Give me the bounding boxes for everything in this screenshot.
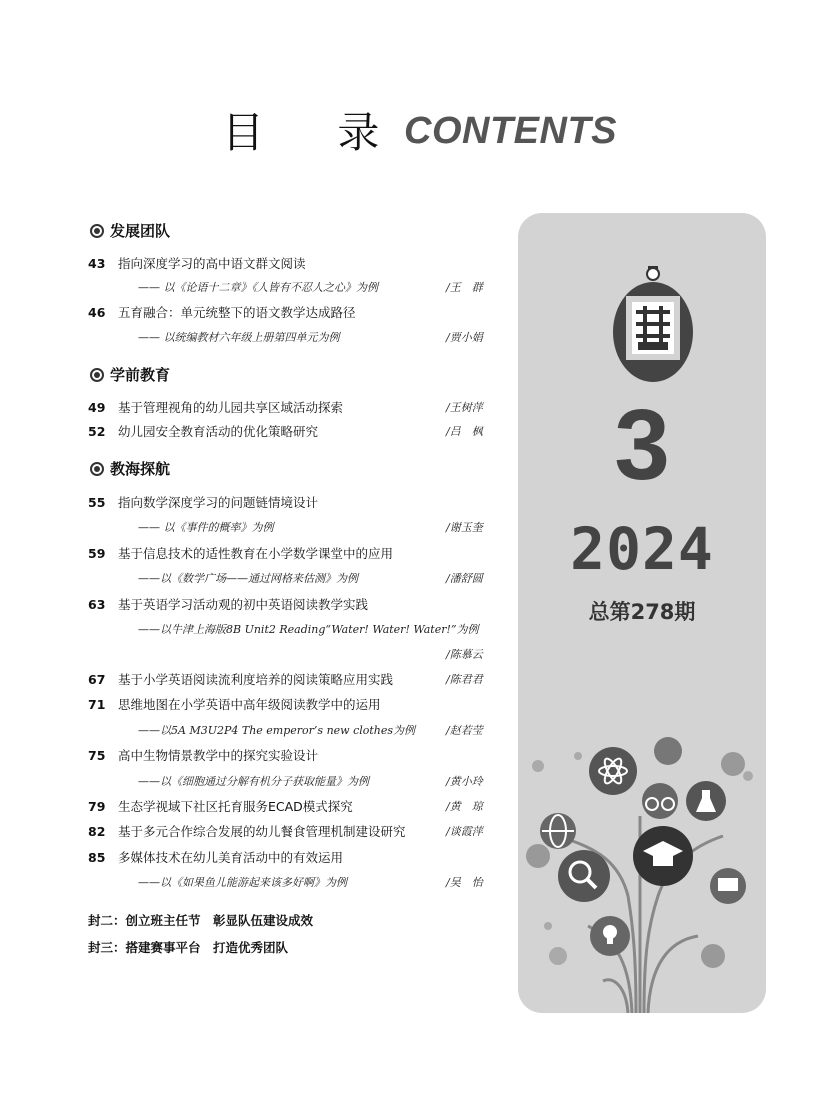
- page-number: 46: [88, 305, 106, 320]
- page-number: 85: [88, 850, 106, 865]
- article-author: /谢玉奎: [446, 521, 483, 534]
- toc-entry[interactable]: [88, 670, 393, 688]
- knowledge-tree-icon: [518, 726, 766, 1013]
- toc-entry[interactable]: [88, 254, 306, 272]
- article-subtitle: —— 以《论语十二章》《人皆有不忍人之心》为例: [138, 281, 378, 294]
- issue-total: 总第278期: [588, 600, 696, 624]
- article-author: /谈霞萍: [446, 825, 483, 838]
- article-title: 五育融合：单元统整下的语文教学达成路径: [117, 305, 356, 320]
- section-bullet-icon: [90, 462, 104, 476]
- section-heading: [90, 458, 170, 479]
- monitor-icon: [710, 868, 746, 904]
- cover-label: 封三：: [88, 940, 126, 955]
- magnifier-icon: [558, 850, 610, 902]
- toc-entry[interactable]: [88, 822, 406, 840]
- toc-entry[interactable]: [88, 746, 318, 764]
- page-number: 71: [88, 697, 106, 712]
- article-title: 指向数学深度学习的问题链情境设计: [117, 495, 318, 510]
- flask-icon: [686, 781, 726, 821]
- toc-entry[interactable]: [88, 422, 318, 440]
- article-author: /王树萍: [446, 401, 483, 414]
- article-subtitle: —— 以统编教材六年级上册第四单元为例: [138, 331, 340, 344]
- article-title: 思维地图在小学英语中高年级阅读教学中的运用: [117, 697, 381, 712]
- toc-entry[interactable]: [88, 493, 318, 511]
- toc-entry[interactable]: [88, 797, 353, 815]
- page-number: 79: [88, 799, 106, 814]
- article-author: /陈慕云: [446, 648, 483, 661]
- page-number: 75: [88, 748, 106, 763]
- page-title-english: CONTENTS: [404, 110, 617, 152]
- article-subtitle: ——以《数学广场——通过网格来估测》为例: [138, 572, 358, 585]
- bicycle-icon: [642, 783, 678, 819]
- article-title: 生态学视域下社区托育服务ECAD模式探究: [117, 799, 353, 814]
- page-title-chinese: 目 录: [222, 108, 410, 157]
- globe-icon: [540, 813, 576, 849]
- journal-logo-icon: [612, 266, 694, 384]
- page-number: 49: [88, 400, 106, 415]
- graduation-cap-icon: [633, 826, 693, 886]
- section-bullet-icon: [90, 368, 104, 382]
- inside-cover-note: [88, 911, 313, 929]
- toc-entry[interactable]: [88, 544, 393, 562]
- section-heading: [90, 364, 170, 385]
- toc-entry[interactable]: [88, 303, 356, 321]
- toc-entry[interactable]: [88, 695, 381, 713]
- atom-icon: [589, 747, 637, 795]
- article-title: 基于信息技术的适性教育在小学数学课堂中的应用: [117, 546, 393, 561]
- article-subtitle: —— 以《事件的概率》为例: [138, 521, 274, 534]
- article-author: /黄 琼: [446, 800, 483, 813]
- section-title: 学前教育: [110, 366, 171, 384]
- article-author: /吴 怡: [446, 876, 483, 889]
- page-number: 43: [88, 256, 106, 271]
- section-heading: [90, 220, 170, 241]
- article-author: /吕 枫: [446, 425, 483, 438]
- toc-entry[interactable]: [88, 595, 368, 613]
- article-title: 基于管理视角的幼儿园共享区域活动探索: [117, 400, 343, 415]
- article-title: 指向深度学习的高中语文群文阅读: [117, 256, 306, 271]
- section-title: 发展团队: [110, 222, 171, 240]
- page-number: 55: [88, 495, 106, 510]
- article-title: 多媒体技术在幼儿美育活动中的有效运用: [117, 850, 343, 865]
- article-author: /黄小玲: [446, 775, 483, 788]
- lightbulb-icon: [590, 916, 630, 956]
- inside-cover-note: [88, 938, 288, 956]
- page-number: 59: [88, 546, 106, 561]
- article-title: 基于多元合作综合发展的幼儿餐食管理机制建设研究: [117, 824, 406, 839]
- cover-text: 创立班主任节 彰显队伍建设成效: [125, 913, 314, 928]
- article-subtitle: ——以牛津上海版8B Unit2 Reading“Water! Water! Water!”为例: [138, 623, 479, 636]
- article-subtitle: ——以5A M3U2P4 The emperor’s new clothes为例: [138, 724, 416, 737]
- cover-text: 搭建赛事平台 打造优秀团队: [125, 940, 289, 955]
- article-title: 高中生物情景教学中的探究实验设计: [117, 748, 318, 763]
- article-title: 幼儿园安全教育活动的优化策略研究: [117, 424, 318, 439]
- toc-entry[interactable]: [88, 848, 343, 866]
- article-author: /贾小娟: [446, 331, 483, 344]
- page-number: 63: [88, 597, 106, 612]
- article-subtitle: ——以《如果鱼儿能游起来该多好啊》为例: [138, 876, 347, 889]
- page-number: 82: [88, 824, 106, 839]
- article-author: /赵若莹: [446, 724, 483, 737]
- article-author: /潘舒圆: [446, 572, 483, 585]
- article-title: 基于英语学习活动观的初中英语阅读教学实践: [117, 597, 368, 612]
- article-title: 基于小学英语阅读流利度培养的阅读策略应用实践: [117, 672, 393, 687]
- article-author: /王 群: [446, 281, 483, 294]
- issue-year: 2024: [570, 515, 714, 583]
- page-number: 67: [88, 672, 106, 687]
- article-subtitle: ——以《细胞通过分解有机分子获取能量》为例: [138, 775, 369, 788]
- toc-entry[interactable]: [88, 398, 343, 416]
- section-bullet-icon: [90, 224, 104, 238]
- issue-number: 3: [614, 389, 670, 501]
- cover-label: 封二：: [88, 913, 126, 928]
- page-number: 52: [88, 424, 106, 439]
- section-title: 教海探航: [110, 460, 171, 478]
- article-author: /陈君君: [446, 673, 483, 686]
